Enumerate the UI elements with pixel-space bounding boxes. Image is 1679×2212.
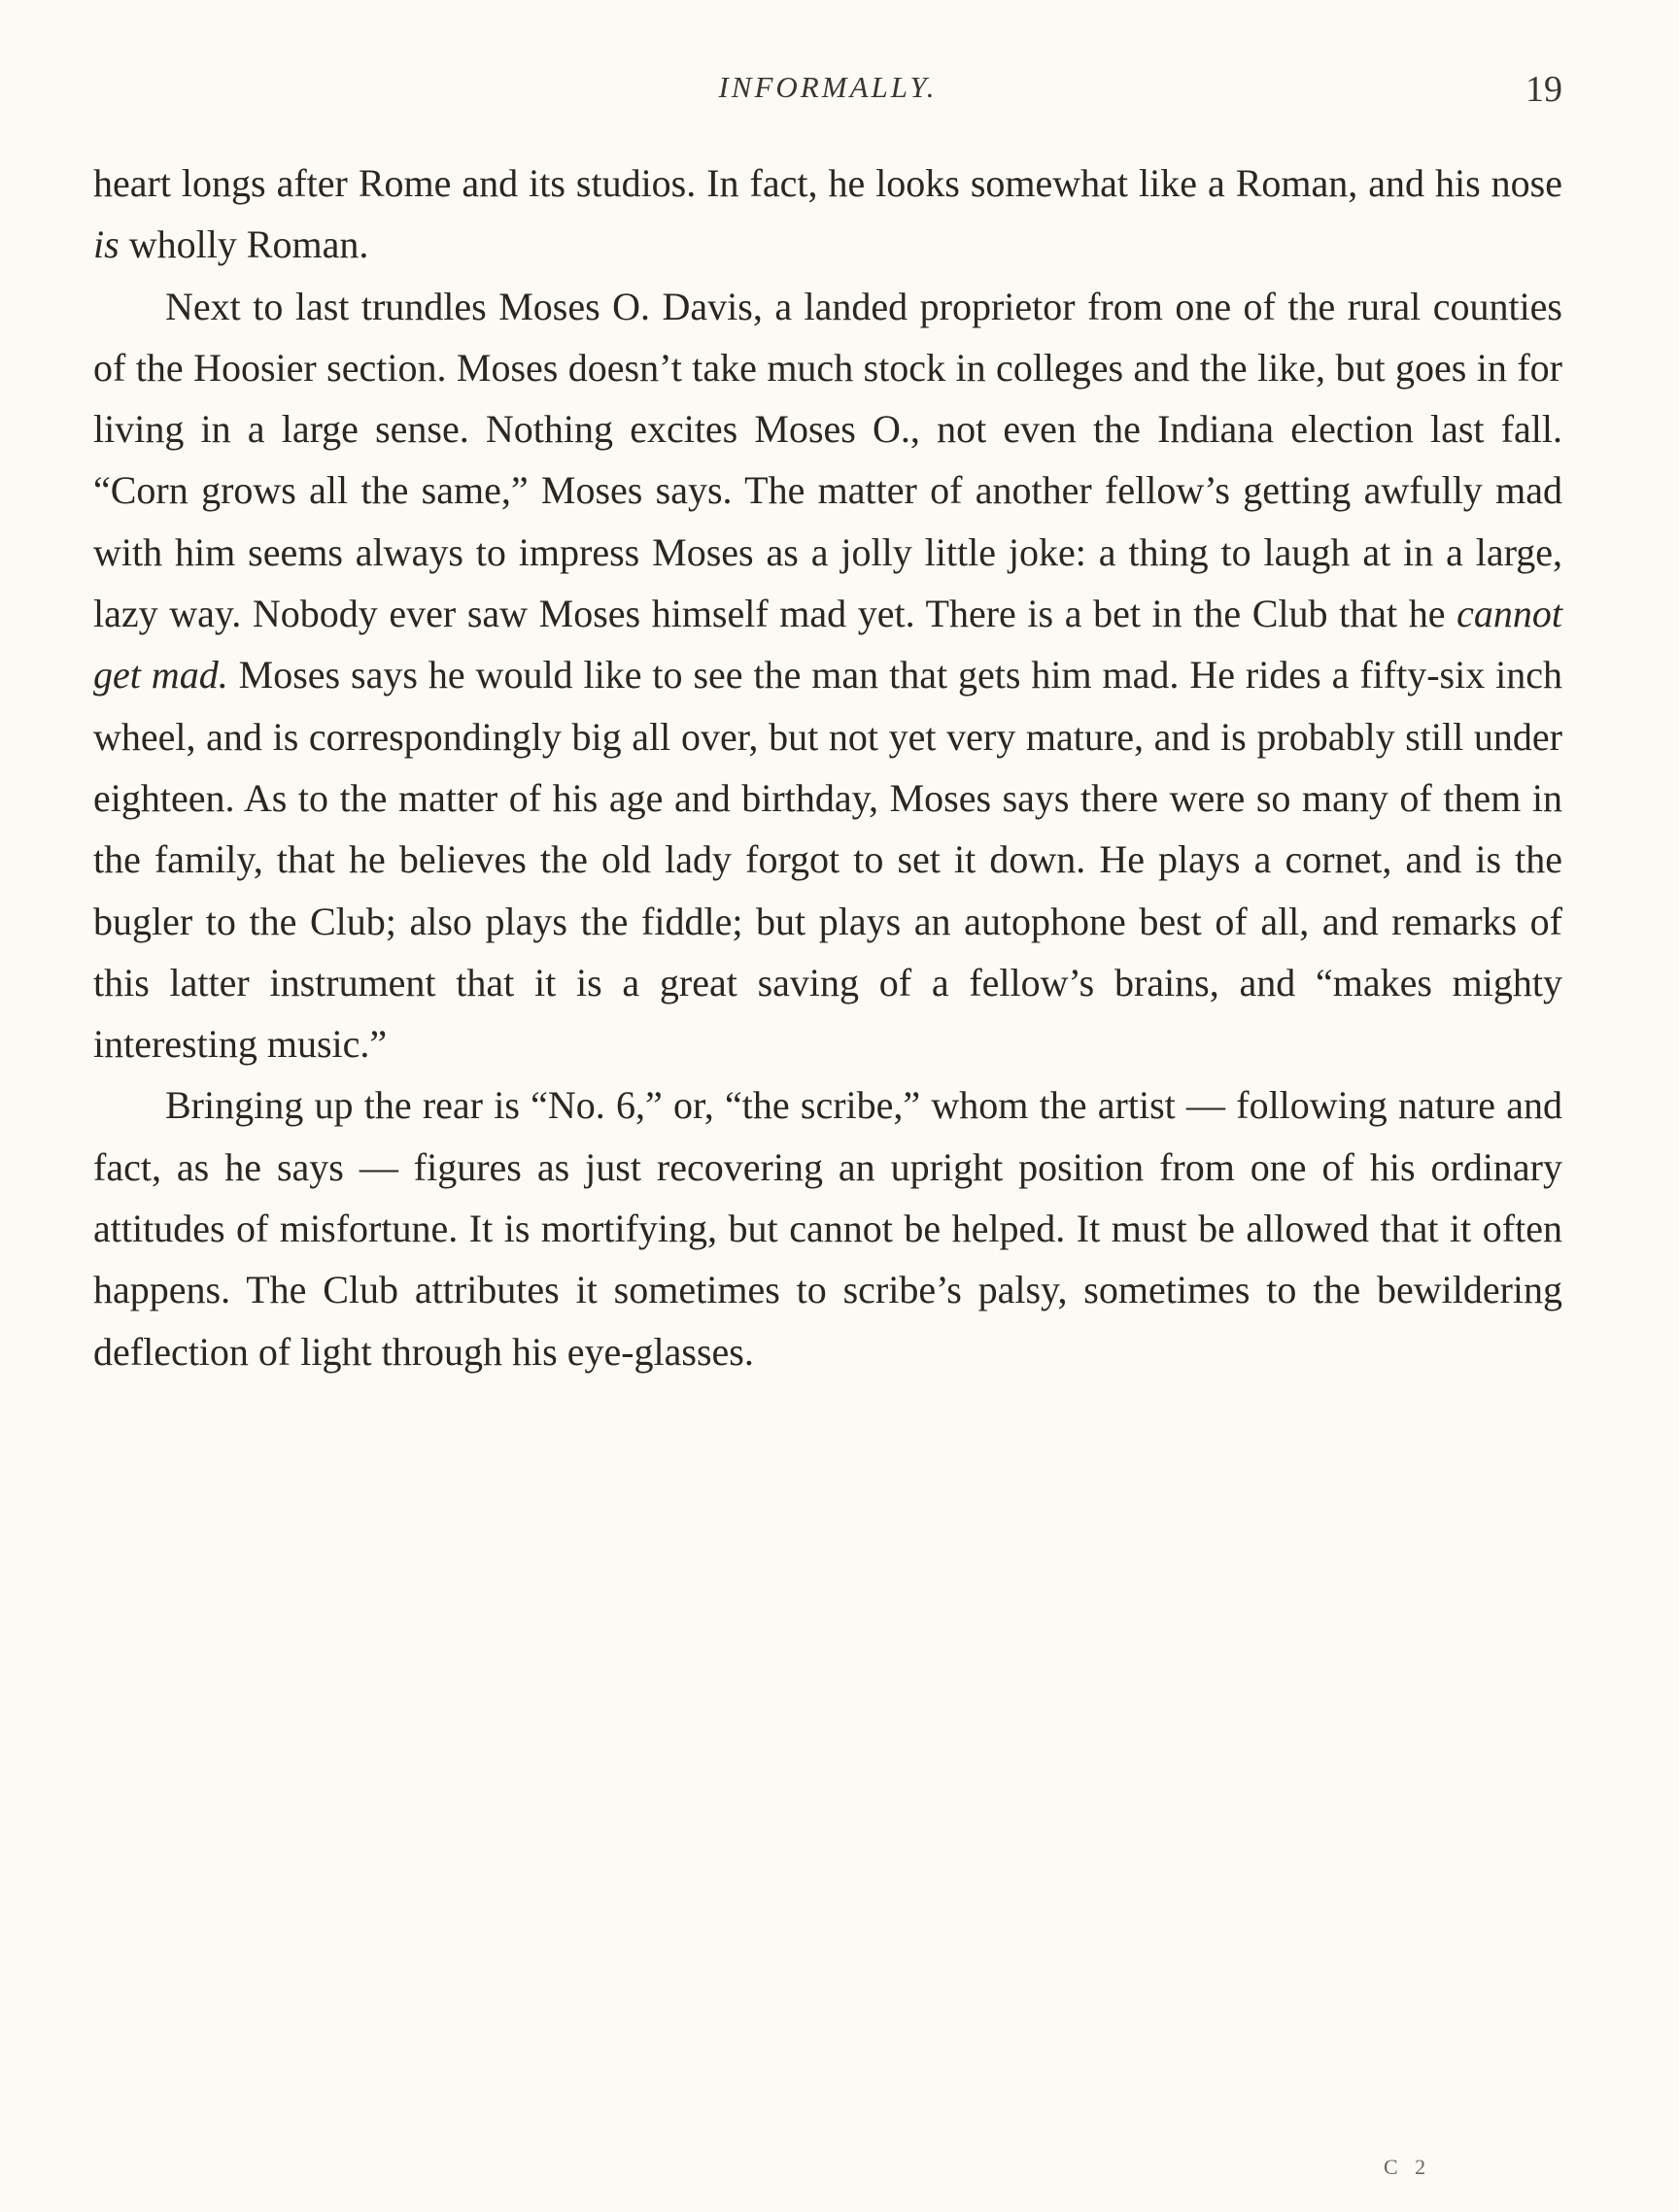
paragraph-2	[93, 276, 1562, 1075]
signature-mark: C 2	[1384, 2155, 1432, 2179]
paragraph-3	[93, 1074, 1562, 1381]
paragraph-1	[93, 153, 1562, 276]
italic-segment: cannot get mad.	[93, 592, 1562, 698]
text-segment: heart longs after Rome and its studios. In fact, he looks somewhat like a Roman, and his nose	[93, 161, 1562, 205]
body-text	[93, 153, 1562, 1382]
text-segment: Next to last trundles Moses O. Davis, a landed proprietor from one of the rural counties of the Hoosier section. Moses doesn’t take much stock in colleges and the like, but goes in for living in a large sense. Nothing excites Moses O., not even the Indiana election last fall. “Corn grows all the same,” Moses says. The matter of another fellow’s getting awfully mad with him seems always to impress Moses as a jolly little joke: a thing to laugh at in a large, lazy way. Nobody ever saw Moses himself mad yet. There is a bet in the Club that he	[93, 284, 1562, 636]
running-title: INFORMALLY.	[718, 70, 938, 104]
text-segment: Moses says he would like to see the man that gets him mad. He rides a fifty-six inch wheel, and is correspondingly big all over, but not yet very mature, and is probably still under eighteen. As to the matter of his age and birthday, Moses says there were so many of them in the family, that he believes the old lady forgot to set it down. He plays a cornet, and is the bugler to the Club; also plays the fiddle; but plays an autophone best of all, and remarks of this latter instrument that it is a great saving of a fellow’s brains, and “makes mighty interesting music.”	[93, 653, 1562, 1067]
page-number: 19	[1525, 69, 1562, 110]
text-segment: wholly Roman.	[119, 222, 369, 267]
italic-segment: is	[93, 222, 120, 267]
text-segment: Bringing up the rear is “No. 6,” or, “the scribe,” whom the artist — following nature and fact, as he says — figures as just recovering an upright position from one of his ordinary attitudes of misfortune. It is mortifying, but cannot be helped. It must be allowed that it often happens. The Club attributes it sometimes to scribe’s palsy, sometimes to the bewildering deflection of light through his eye-glasses.	[93, 1083, 1562, 1374]
running-head	[93, 70, 1562, 119]
